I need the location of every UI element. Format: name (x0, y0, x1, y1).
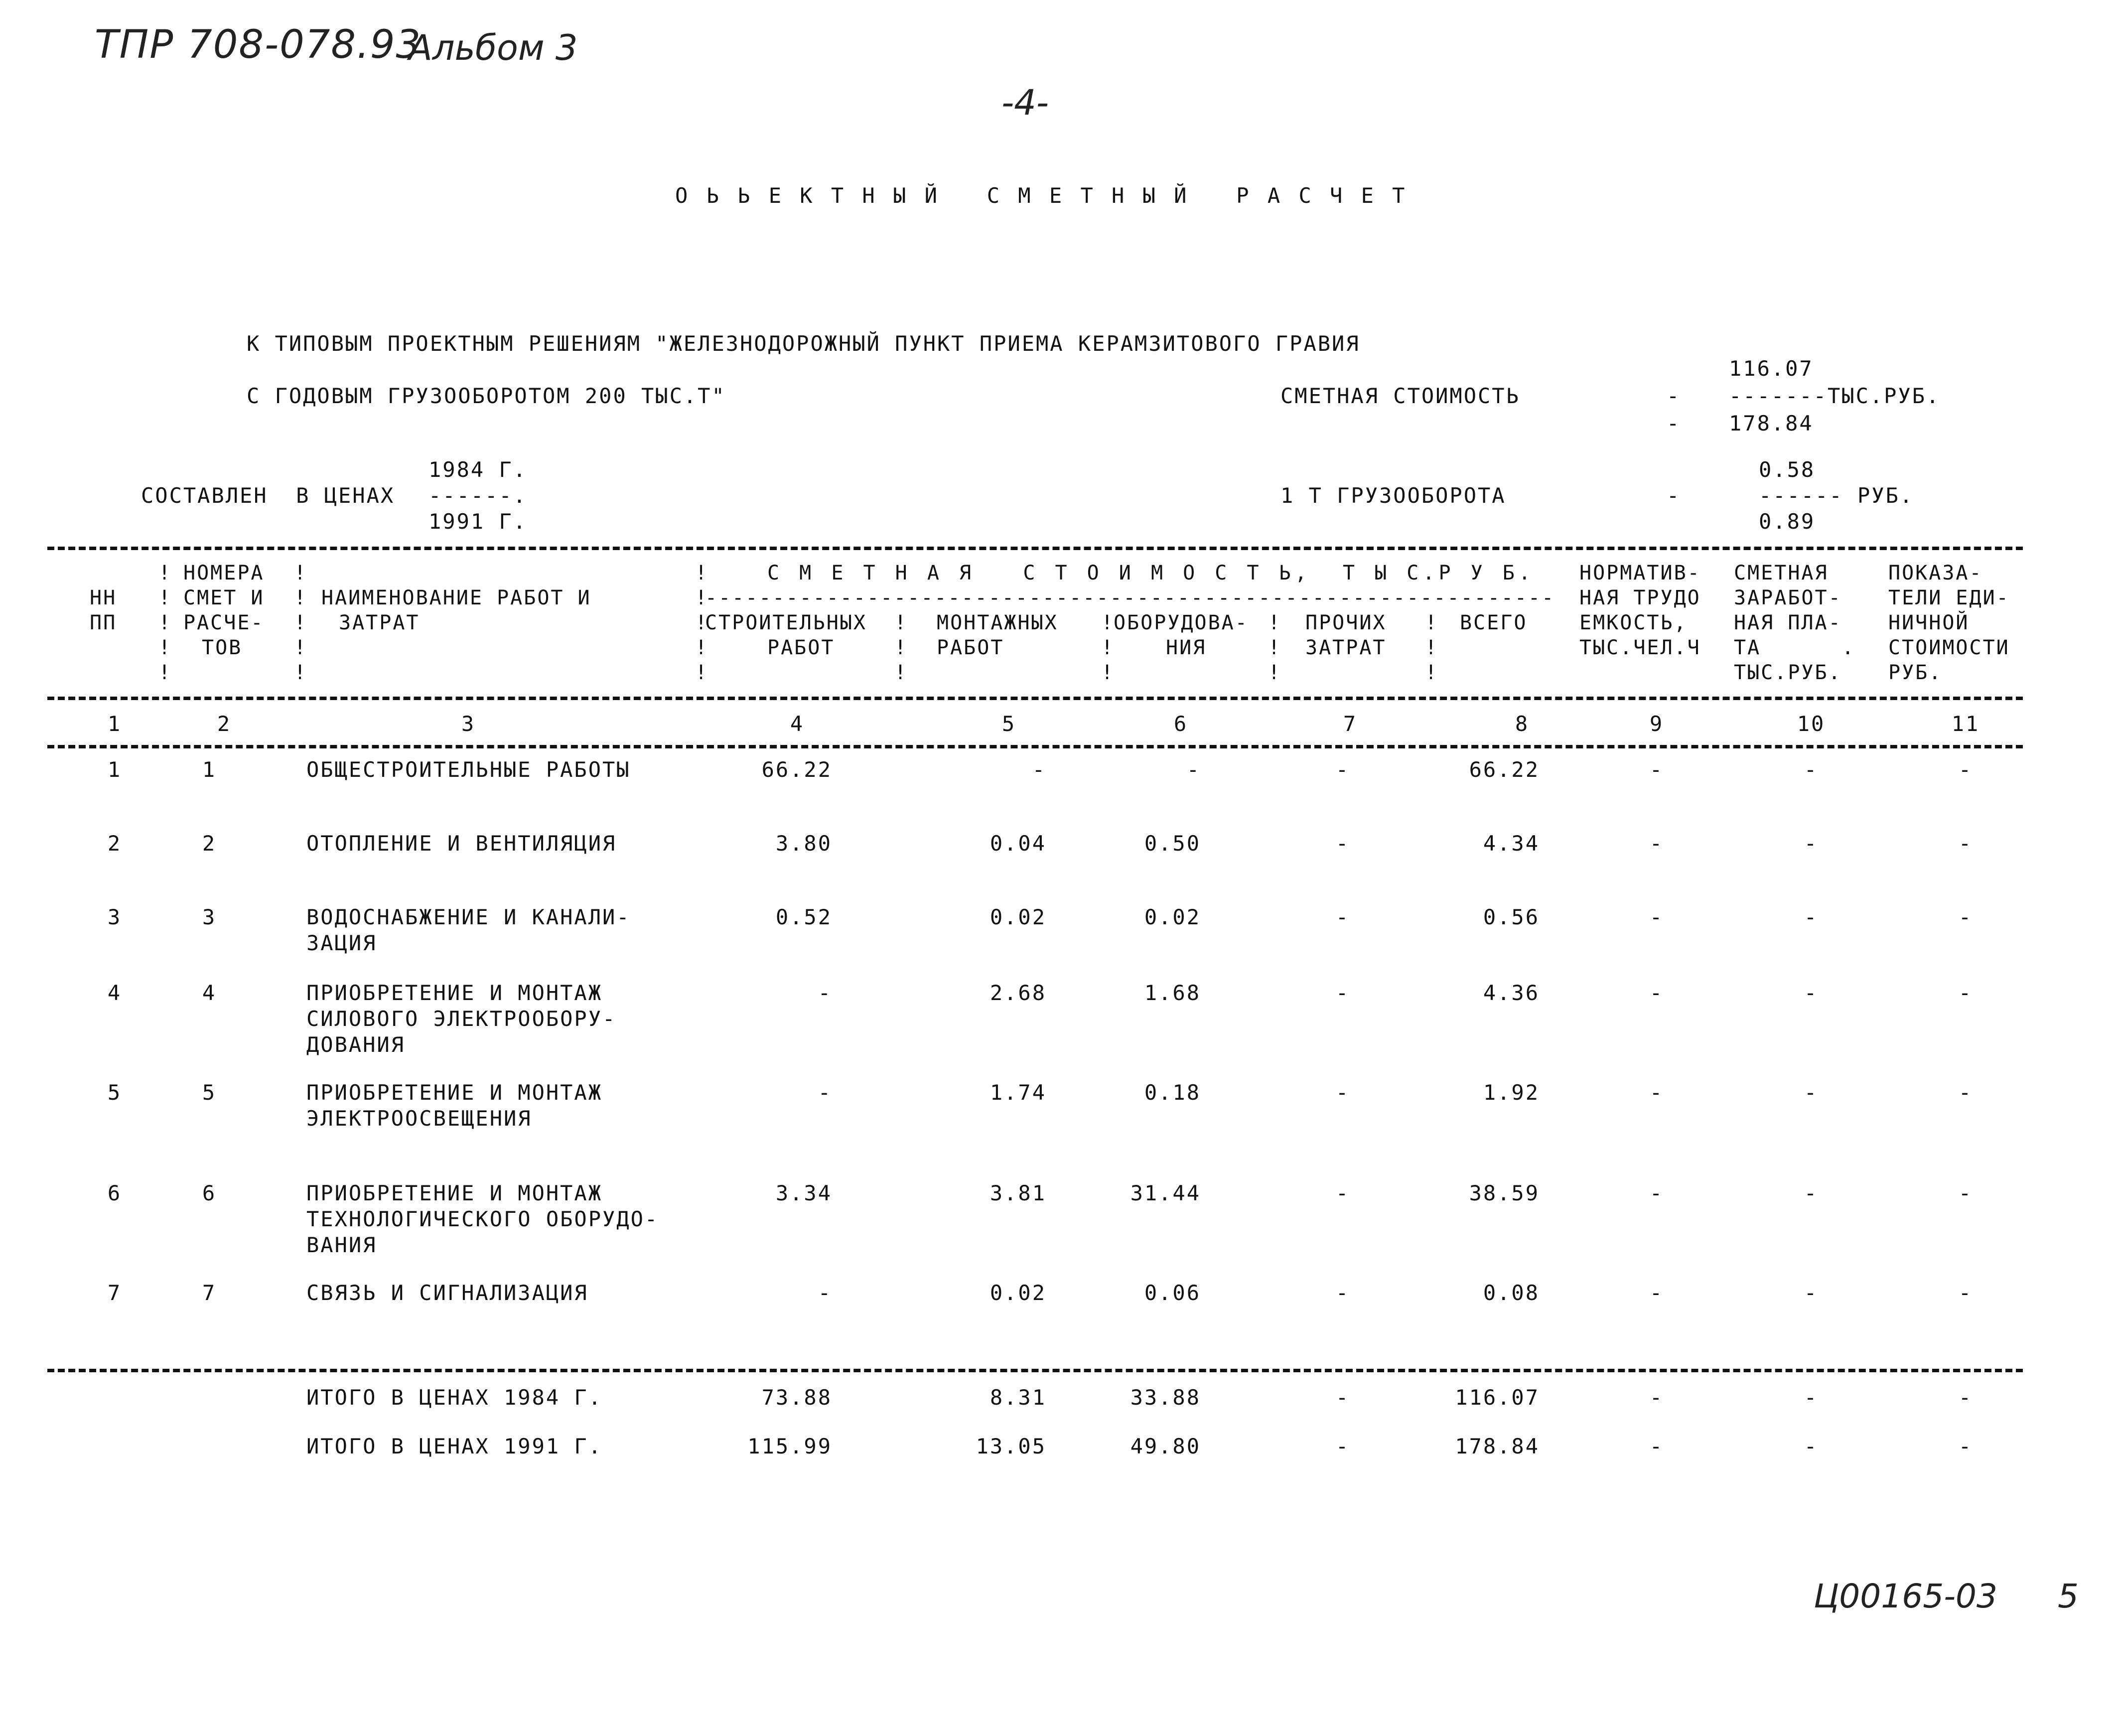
header-col-11-line: НИЧНОЙ (1888, 611, 1970, 634)
cell-montazh: 0.02 (989, 905, 1046, 929)
cell-proch: - (1335, 757, 1350, 782)
total-label: ИТОГО В ЦЕНАХ 1984 Г. (306, 1385, 603, 1410)
cell-vsego: 0.56 (1483, 905, 1540, 929)
cell-pokaz: - (1958, 1181, 1973, 1205)
header-col-3-line: ЗАТРАТ (339, 611, 420, 634)
cell-vsego: 0.08 (1483, 1281, 1540, 1305)
header-col-4-line: СТРОИТЕЛЬНЫХ (705, 611, 867, 634)
cell-zarab: - (1804, 1080, 1819, 1105)
cell-oborud: 0.02 (1144, 905, 1201, 929)
cell-stroy: 3.80 (775, 831, 832, 856)
cell-nn: 7 (107, 1281, 122, 1305)
cell-smeta: 7 (202, 1281, 217, 1305)
header-col-7-line: ПРОЧИХ (1305, 611, 1387, 634)
cell-pokaz: - (1958, 1080, 1973, 1105)
cell-nn: 6 (107, 1181, 122, 1205)
sheet-number: 5 (2058, 1577, 2079, 1615)
header-col-11-line: СТОИМОСТИ (1888, 636, 2010, 659)
cell-smeta: 4 (202, 981, 217, 1005)
header-col-2-line: РАСЧЕ- (183, 611, 265, 634)
cell-oborud: 0.18 (1144, 1080, 1201, 1105)
cell-zarab: - (1804, 905, 1819, 929)
document-reference: ТПР 708-078.93 (95, 22, 422, 67)
header-separator: ! ! ! ! ! (695, 562, 707, 684)
cell-pokaz: - (1958, 905, 1973, 929)
total-stroy: 115.99 (747, 1434, 832, 1458)
cell-name-line: ПРИОБРЕТЕНИЕ И МОНТАЖ (306, 1080, 603, 1105)
cell-montazh: 0.04 (989, 831, 1046, 856)
column-number: 7 (1343, 712, 1358, 736)
per-ton-value-1991: 0.89 (1759, 509, 1816, 534)
cell-oborud: - (1186, 757, 1201, 782)
column-number: 6 (1173, 712, 1188, 736)
header-col-9-line: НАЯ ТРУДО (1579, 586, 1701, 609)
compiled-label: СОСТАВЛЕН В ЦЕНАХ (141, 483, 395, 508)
header-separator: ! ! ! (1425, 611, 1437, 684)
cell-smeta: 3 (202, 905, 217, 929)
total-pokaz: - (1958, 1385, 1973, 1410)
cell-montazh: 1.74 (989, 1080, 1046, 1105)
header-col-9-line: НОРМАТИВ- (1579, 562, 1701, 584)
cost-dash-bottom: - (1667, 411, 1681, 435)
cell-trud: - (1649, 981, 1664, 1005)
cell-trud: - (1649, 1181, 1664, 1205)
per-ton-label: 1 Т ГРУЗООБОРОТА (1280, 483, 1506, 508)
per-ton-fraction-unit: ------ РУБ. (1759, 483, 1914, 508)
archive-stamp: Ц00165-03 (1814, 1577, 1997, 1615)
cell-vsego: 4.36 (1483, 981, 1540, 1005)
header-col-5-line: МОНТАЖНЫХ (937, 611, 1058, 634)
cell-stroy: 3.34 (775, 1181, 832, 1205)
document-title: О Ь Ь Е К Т Н Ы Й С М Е Т Н Ы Й Р А С Ч Е Т (675, 183, 1408, 208)
header-col-10-line: СМЕТНАЯ (1734, 562, 1829, 584)
total-montazh: 8.31 (989, 1385, 1046, 1410)
header-separator: ! ! ! ! ! (294, 562, 306, 684)
header-col-7-line: ЗАТРАТ (1305, 636, 1387, 659)
header-separator: ! ! ! ! ! (158, 562, 171, 684)
header-col-2-line: ТОВ (202, 636, 243, 659)
cell-montazh: 3.81 (989, 1181, 1046, 1205)
cost-dash-top: - (1667, 384, 1681, 408)
total-montazh: 13.05 (976, 1434, 1046, 1458)
per-ton-value-1984: 0.58 (1759, 457, 1816, 482)
album-label: Альбом 3 (409, 27, 578, 68)
cell-zarab: - (1804, 1281, 1819, 1305)
cell-proch: - (1335, 831, 1350, 856)
header-col-1-line: ПП (90, 611, 117, 634)
cell-nn: 5 (107, 1080, 122, 1105)
cost-value-1991: 178.84 (1729, 411, 1814, 435)
cell-trud: - (1649, 757, 1664, 782)
column-number: 5 (1001, 712, 1016, 736)
total-zarab: - (1804, 1385, 1819, 1410)
header-col-10-line: НАЯ ПЛА- (1734, 611, 1842, 634)
total-vsego: 116.07 (1455, 1385, 1540, 1410)
header-col-1-line: НН (90, 586, 117, 609)
header-col-5-line: РАБОТ (937, 636, 1004, 659)
cell-name-line: ВАНИЯ (306, 1233, 377, 1257)
header-col-8-line: ВСЕГО (1460, 611, 1528, 634)
header-cost-group-rule: --------------------------------------------------------------- (705, 586, 1555, 609)
header-separator: ! ! ! (1101, 611, 1114, 684)
header-col-2-line: НОМЕРА (183, 562, 265, 584)
cell-zarab: - (1804, 981, 1819, 1005)
header-col-2-line: СМЕТ И (183, 586, 265, 609)
cell-smeta: 1 (202, 757, 217, 782)
cell-vsego: 4.34 (1483, 831, 1540, 856)
cell-stroy: 0.52 (775, 905, 832, 929)
numbers-bottom-rule (47, 745, 2023, 748)
cell-stroy: - (818, 1080, 832, 1105)
header-cost-group: С М Е Т Н А Я С Т О И М О С Т Ь, Т Ы С.Р У Б. (767, 562, 1535, 584)
cell-montazh: 2.68 (989, 981, 1046, 1005)
total-trud: - (1649, 1434, 1664, 1458)
cell-name-line: ДОВАНИЯ (306, 1032, 406, 1057)
subject-line-1: К ТИПОВЫМ ПРОЕКТНЫМ РЕШЕНИЯМ "ЖЕЛЕЗНОДОРОЖНЫЙ ПУНКТ ПРИЕМА КЕРАМЗИТОВОГО ГРАВИЯ (247, 331, 1360, 356)
compiled-year-1984: 1984 Г. (428, 457, 528, 482)
cell-nn: 2 (107, 831, 122, 856)
cell-zarab: - (1804, 757, 1819, 782)
total-oborud: 33.88 (1130, 1385, 1201, 1410)
cell-montazh: - (1032, 757, 1046, 782)
cell-name-line: ОБЩЕСТРОИТЕЛЬНЫЕ РАБОТЫ (306, 757, 631, 782)
cell-name-line: ВОДОСНАБЖЕНИЕ И КАНАЛИ- (306, 905, 631, 929)
cell-vsego: 66.22 (1469, 757, 1540, 782)
cell-name-line: СИЛОВОГО ЭЛЕКТРООБОРУ- (306, 1007, 617, 1031)
cell-vsego: 1.92 (1483, 1080, 1540, 1105)
cell-oborud: 31.44 (1130, 1181, 1201, 1205)
column-number: 11 (1951, 712, 1980, 736)
cell-stroy: - (818, 981, 832, 1005)
cell-oborud: 0.50 (1144, 831, 1201, 856)
header-col-9-line: ТЫС.ЧЕЛ.Ч (1579, 636, 1701, 659)
column-number: 9 (1649, 712, 1664, 736)
header-col-11-line: ТЕЛИ ЕДИ- (1888, 586, 2010, 609)
cell-trud: - (1649, 905, 1664, 929)
cell-trud: - (1649, 1281, 1664, 1305)
cell-name-line: ЭЛЕКТРООСВЕЩЕНИЯ (306, 1106, 532, 1131)
cell-name-line: ЗАЦИЯ (306, 931, 377, 955)
header-col-10-line: ЗАРАБОТ- (1734, 586, 1842, 609)
header-col-4-line: РАБОТ (767, 636, 835, 659)
subject-line-2: С ГОДОВЫМ ГРУЗООБОРОТОМ 200 ТЫС.Т" (247, 384, 726, 408)
cell-proch: - (1335, 1181, 1350, 1205)
page-number-mark: -4- (1001, 82, 1049, 123)
cell-name-line: ПРИОБРЕТЕНИЕ И МОНТАЖ (306, 981, 603, 1005)
cell-name-line: СВЯЗЬ И СИГНАЛИЗАЦИЯ (306, 1281, 588, 1305)
cost-label: СМЕТНАЯ СТОИМОСТЬ (1280, 384, 1520, 408)
header-col-6-line: ОБОРУДОВА- (1114, 611, 1249, 634)
column-number: 4 (790, 712, 805, 736)
cell-pokaz: - (1958, 757, 1973, 782)
total-zarab: - (1804, 1434, 1819, 1458)
compiled-year-1991: 1991 Г. (428, 509, 528, 534)
total-stroy: 73.88 (761, 1385, 832, 1410)
cell-trud: - (1649, 1080, 1664, 1105)
total-proch: - (1335, 1385, 1350, 1410)
per-ton-dash: - (1667, 483, 1681, 508)
header-col-11-line: ПОКАЗА- (1888, 562, 1983, 584)
header-bottom-rule (47, 697, 2023, 700)
cell-name-line: ОТОПЛЕНИЕ И ВЕНТИЛЯЦИЯ (306, 831, 617, 856)
header-col-9-line: ЕМКОСТЬ, (1579, 611, 1688, 634)
cell-nn: 4 (107, 981, 122, 1005)
column-number: 1 (107, 712, 122, 736)
total-proch: - (1335, 1434, 1350, 1458)
cost-value-1984: 116.07 (1729, 356, 1814, 381)
header-separator: ! ! ! (894, 611, 907, 684)
cost-fraction-unit: -------ТЫС.РУБ. (1729, 384, 1941, 408)
cell-pokaz: - (1958, 831, 1973, 856)
cell-proch: - (1335, 1281, 1350, 1305)
cell-proch: - (1335, 981, 1350, 1005)
header-col-11-line: РУБ. (1888, 661, 1943, 684)
header-col-6-line: НИЯ (1166, 636, 1207, 659)
cell-smeta: 2 (202, 831, 217, 856)
cell-proch: - (1335, 905, 1350, 929)
cell-nn: 1 (107, 757, 122, 782)
cell-pokaz: - (1958, 981, 1973, 1005)
table-top-rule (47, 547, 2023, 550)
header-col-3-line: НАИМЕНОВАНИЕ РАБОТ И (321, 586, 591, 609)
total-oborud: 49.80 (1130, 1434, 1201, 1458)
header-separator: ! ! ! (1268, 611, 1280, 684)
cell-montazh: 0.02 (989, 1281, 1046, 1305)
cell-name-line: ТЕХНОЛОГИЧЕСКОГО ОБОРУДО- (306, 1207, 659, 1231)
cell-nn: 3 (107, 905, 122, 929)
total-label: ИТОГО В ЦЕНАХ 1991 Г. (306, 1434, 603, 1458)
cell-smeta: 5 (202, 1080, 217, 1105)
total-trud: - (1649, 1385, 1664, 1410)
cell-proch: - (1335, 1080, 1350, 1105)
column-number: 8 (1515, 712, 1530, 736)
cell-vsego: 38.59 (1469, 1181, 1540, 1205)
cell-pokaz: - (1958, 1281, 1973, 1305)
cell-stroy: 66.22 (761, 757, 832, 782)
compiled-fraction: ------. (428, 483, 528, 508)
cell-name-line: ПРИОБРЕТЕНИЕ И МОНТАЖ (306, 1181, 603, 1205)
column-number: 3 (461, 712, 476, 736)
header-col-10-line: ТА . (1734, 636, 1855, 659)
total-pokaz: - (1958, 1434, 1973, 1458)
cell-zarab: - (1804, 831, 1819, 856)
cell-zarab: - (1804, 1181, 1819, 1205)
header-col-10-line: ТЫС.РУБ. (1734, 661, 1842, 684)
cell-trud: - (1649, 831, 1664, 856)
cell-oborud: 1.68 (1144, 981, 1201, 1005)
column-number: 10 (1797, 712, 1826, 736)
cell-smeta: 6 (202, 1181, 217, 1205)
cell-oborud: 0.06 (1144, 1281, 1201, 1305)
total-vsego: 178.84 (1455, 1434, 1540, 1458)
totals-top-rule (47, 1369, 2023, 1372)
cell-stroy: - (818, 1281, 832, 1305)
column-number: 2 (217, 712, 232, 736)
